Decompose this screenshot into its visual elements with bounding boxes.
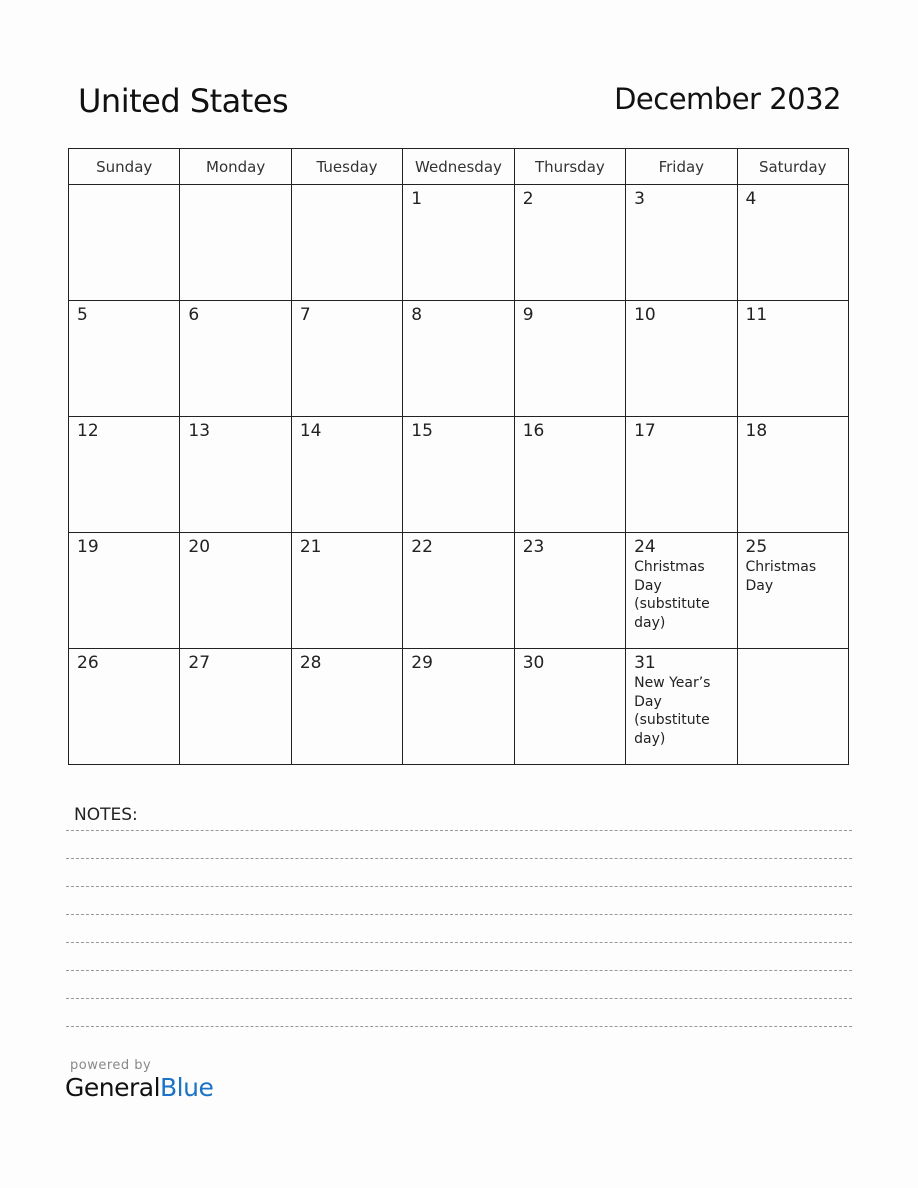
day-cell: [291, 417, 402, 533]
day-number: 15: [411, 421, 433, 441]
day-number: 31: [634, 653, 656, 673]
day-number: 11: [745, 305, 768, 325]
weekday-wednesday: Wednesday: [403, 149, 514, 185]
notes-line: [66, 858, 852, 859]
day-number: 1: [411, 189, 423, 209]
day-cell: [514, 649, 625, 765]
weekday-friday: Friday: [626, 149, 737, 185]
day-number: 18: [745, 421, 768, 441]
notes-line: [66, 886, 852, 887]
day-cell: [626, 301, 737, 417]
day-cell: [291, 301, 402, 417]
notes-line: [66, 1026, 852, 1027]
day-number: 22: [411, 537, 433, 557]
weekday-sunday: Sunday: [69, 149, 180, 185]
day-number: 26: [77, 653, 99, 673]
day-cell: [180, 301, 291, 417]
day-number: 20: [188, 537, 211, 557]
notes-line: [66, 942, 852, 943]
weekday-saturday: Saturday: [737, 149, 848, 185]
day-number: 8: [411, 305, 423, 325]
day-number: 17: [634, 421, 656, 441]
day-number: 3: [634, 189, 645, 209]
day-cell: [69, 185, 180, 301]
day-number: 29: [411, 653, 433, 673]
notes-label: NOTES:: [74, 805, 138, 825]
day-number: 12: [77, 421, 99, 441]
day-number: 2: [522, 189, 534, 209]
day-cell: [403, 185, 514, 301]
day-cell: [180, 649, 291, 765]
month-year-title: December 2032: [614, 82, 841, 116]
day-number: 13: [188, 421, 211, 441]
notes-line: [66, 998, 852, 999]
day-number: 27: [188, 653, 211, 673]
day-cell: [403, 533, 514, 649]
day-number: 16: [522, 421, 545, 441]
day-cell: [403, 649, 514, 765]
day-cell: [514, 533, 625, 649]
day-cell: [514, 417, 625, 533]
day-cell: [180, 533, 291, 649]
day-cell: [626, 185, 737, 301]
day-number: 23: [522, 537, 545, 557]
day-cell: [737, 301, 848, 417]
day-number: 5: [77, 305, 88, 325]
brand-blue: Blue: [160, 1073, 214, 1102]
day-number: 25: [745, 537, 768, 557]
day-cell-holiday: [626, 533, 737, 649]
day-number: 30: [522, 653, 545, 673]
week-row: [69, 533, 849, 649]
day-cell: [69, 301, 180, 417]
generalblue-logo[interactable]: [65, 1073, 213, 1102]
day-number: 14: [299, 421, 322, 441]
day-cell: [514, 185, 625, 301]
notes-line: [66, 970, 852, 971]
day-cell: [403, 301, 514, 417]
day-cell: [514, 301, 625, 417]
day-cell: [180, 185, 291, 301]
day-number: 24: [634, 537, 656, 557]
day-cell: [403, 417, 514, 533]
day-number: 4: [745, 189, 757, 209]
day-cell: [291, 533, 402, 649]
day-cell: [69, 417, 180, 533]
day-cell-holiday: [737, 533, 848, 649]
powered-by-text: powered by: [70, 1058, 152, 1073]
calendar-grid: [68, 148, 849, 765]
day-cell: [737, 185, 848, 301]
week-row: [69, 301, 849, 417]
day-number: 6: [188, 305, 200, 325]
day-cell: [69, 649, 180, 765]
weekday-header-row: [69, 149, 849, 185]
day-cell: [291, 649, 402, 765]
week-row: [69, 417, 849, 533]
holiday-label: Christmas Day (substitute day): [634, 559, 710, 631]
notes-line: [66, 830, 852, 831]
day-cell: [737, 649, 848, 765]
country-title: United States: [78, 82, 289, 120]
weekday-thursday: Thursday: [514, 149, 625, 185]
holiday-label: New Year’s Day (substitute day): [634, 675, 711, 747]
day-number: 9: [522, 305, 534, 325]
week-row: [69, 649, 849, 765]
holiday-label: Christmas Day: [745, 559, 817, 594]
day-number: 28: [299, 653, 322, 673]
brand-general: General: [65, 1073, 161, 1102]
notes-line: [66, 914, 852, 915]
day-number: 7: [299, 305, 311, 325]
week-row: [69, 185, 849, 301]
day-cell: [69, 533, 180, 649]
day-cell: [626, 417, 737, 533]
day-number: 21: [299, 537, 322, 557]
day-cell-holiday: [626, 649, 737, 765]
day-number: 19: [77, 537, 99, 557]
day-cell: [737, 417, 848, 533]
day-cell: [180, 417, 291, 533]
weekday-tuesday: Tuesday: [291, 149, 402, 185]
day-number: 10: [634, 305, 656, 325]
day-cell: [291, 185, 402, 301]
weekday-monday: Monday: [180, 149, 291, 185]
